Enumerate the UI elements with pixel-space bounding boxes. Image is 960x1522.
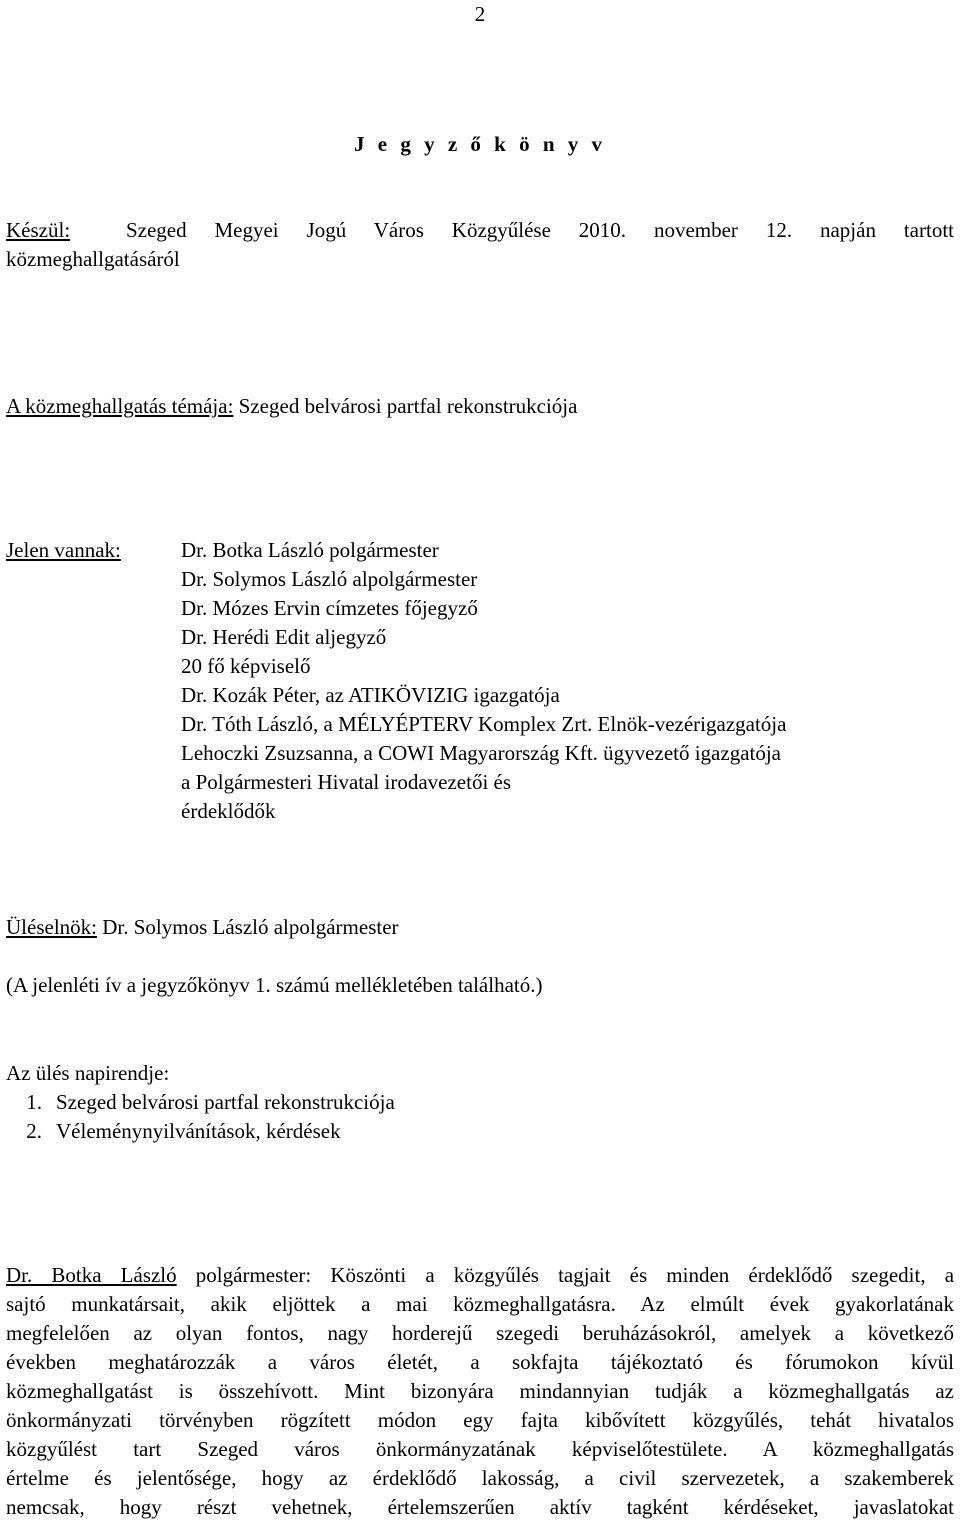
uleselnok-label: Üléselnök:	[6, 915, 97, 939]
attendee-item: a Polgármesteri Hivatal irodavezetői és	[181, 770, 512, 794]
attendee-item: Lehoczki Zsuzsanna, a COWI Magyarország Kft. ügyvezető igazgatója	[181, 741, 782, 765]
attendee-item: Dr. Kozák Péter, az ATIKÖVIZIG igazgatója	[181, 683, 560, 707]
agenda-number: 1.	[26, 1090, 42, 1114]
jelenleti-note: (A jelenléti ív a jegyzőkönyv 1. számú mellékletében található.)	[6, 973, 543, 997]
uleselnok-value: Dr. Solymos László alpolgármester	[102, 915, 399, 939]
agenda-list	[6, 1088, 395, 1146]
attendee-item: 20 fő képviselő	[181, 654, 311, 678]
agenda-item	[6, 1088, 395, 1117]
keszul-line	[6, 216, 954, 245]
speech-line: években meghatározzák a város életét, a sokfajta tájékoztató és fórumokon kívül	[6, 1350, 954, 1374]
speaker-name: Dr. Botka László	[6, 1263, 177, 1287]
attendee-item: Dr. Solymos László alpolgármester	[181, 567, 478, 591]
speech-line: megfelelően az olyan fontos, nagy horderejű szegedi beruházásokról, amelyek a következő	[6, 1321, 954, 1345]
keszul-text: Szeged Megyei Jogú Város Közgyűlése 2010. november 12. napján tartott	[125, 218, 954, 242]
tema-value: Szeged belvárosi partfal rekonstrukciója	[238, 394, 578, 418]
speech-line: értelme és jelentősége, hogy az érdeklődő lakosság, a civil szervezetek, a szakemberek	[6, 1466, 954, 1490]
attendee-list	[181, 536, 786, 826]
tema-label: A közmeghallgatás témája:	[6, 394, 234, 418]
jelen-label: Jelen vannak:	[6, 538, 121, 562]
speech-line: sajtó munkatársait, akik eljöttek a mai közmeghallgatásra. Az elmúlt évek gyakorlatának	[6, 1292, 954, 1316]
uleselnok-line	[6, 913, 399, 942]
speech-line: nemcsak, hogy részt vehetnek, értelemszerűen aktív tagként kérdéseket, javaslatokat	[6, 1495, 954, 1519]
attendee-item: Dr. Botka László polgármester	[181, 538, 439, 562]
tema-line	[6, 392, 577, 421]
attendee-item: Dr. Mózes Ervin címzetes főjegyző	[181, 596, 478, 620]
attendee-item: érdeklődők	[181, 799, 276, 823]
speech-line: közgyűlést tart Szeged város önkormányzatának képviselőtestülete. A közmeghallgatás	[6, 1437, 954, 1461]
agenda-heading: Az ülés napirendje:	[6, 1061, 170, 1085]
agenda-number: 2.	[26, 1119, 42, 1143]
speech-line: Dr. Botka László polgármester: Köszönti a közgyűlés tagjait és minden érdeklődő szegedit, a	[6, 1263, 955, 1287]
speech-line: önkormányzati törvényben rögzített módon egy fajta kibővített közgyűlés, tehát hivatalos	[6, 1408, 954, 1432]
agenda-text: Véleménynyilvánítások, kérdések	[56, 1119, 341, 1143]
keszul-line-2: közmeghallgatásáról	[6, 247, 180, 271]
keszul-label: Készül:	[6, 218, 71, 242]
attendee-item: Dr. Herédi Edit aljegyző	[181, 625, 387, 649]
document-title: J e g y z ő k ö n y v	[354, 132, 606, 156]
attendee-item: Dr. Tóth László, a MÉLYÉPTERV Komplex Zrt. Elnök-vezérigazgatója	[181, 712, 787, 736]
speech-line: közmeghallgatást is összehívott. Mint bizonyára mindannyian tudják a közmeghallgatás az	[6, 1379, 954, 1403]
agenda-text: Szeged belvárosi partfal rekonstrukciója	[56, 1090, 395, 1114]
speech-paragraph	[6, 1261, 954, 1522]
page-number: 2	[474, 2, 486, 26]
agenda-item	[6, 1117, 395, 1146]
